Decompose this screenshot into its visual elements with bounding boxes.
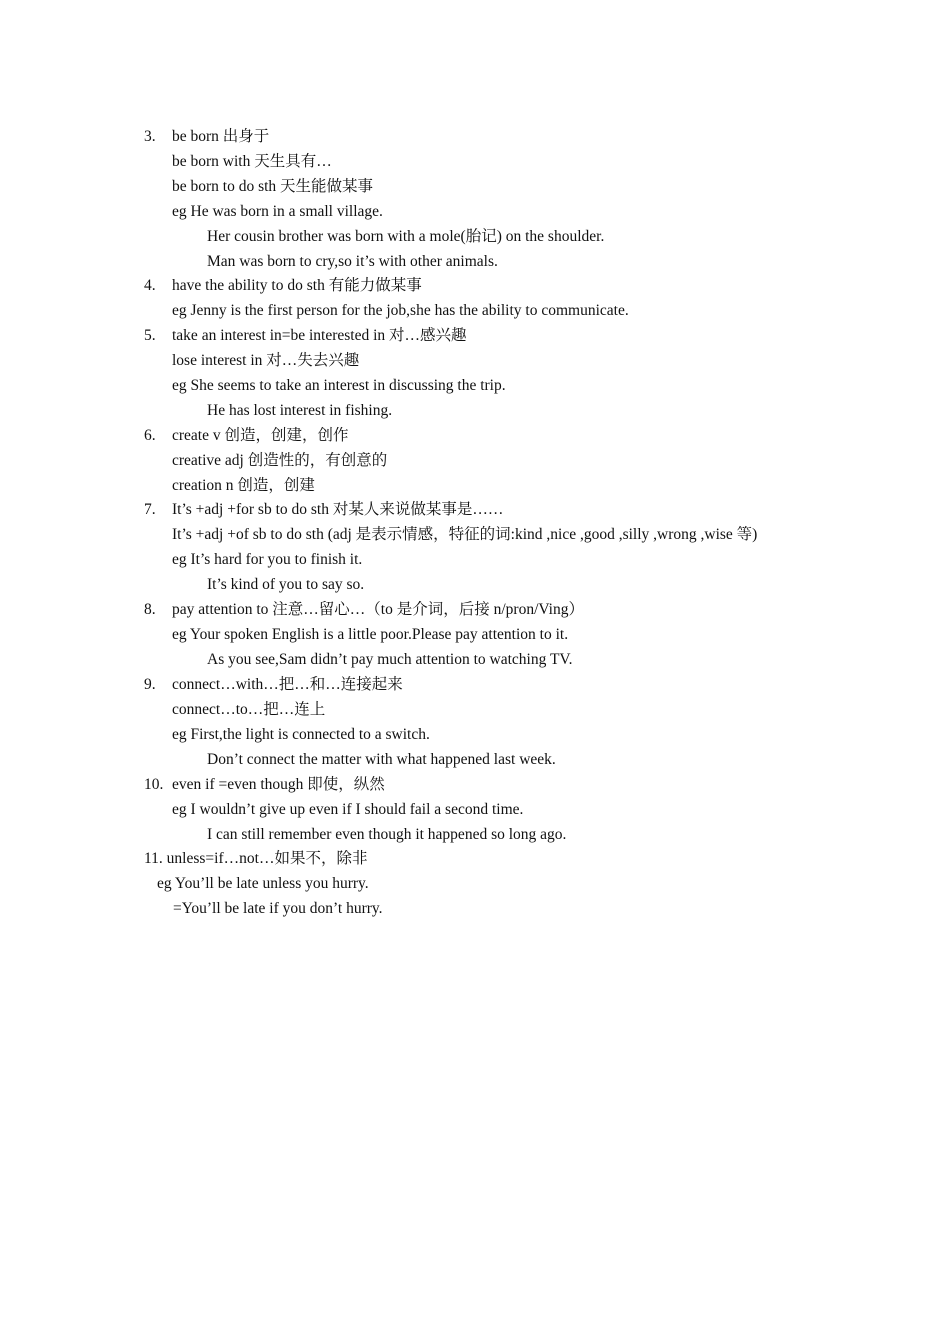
example-line: He has lost interest in fishing. [207,402,393,419]
example-line: As you see,Sam didn’t pay much attention to watching TV. [207,651,573,668]
example-line: eg I wouldn’t give up even if I should fail a second time. [172,801,524,818]
phrase-line: lose interest in 对…失去兴趣 [172,352,360,369]
phrase-line: creative adj 创造性的，有创意的 [172,452,388,469]
phrase-line: creation n 创造，创建 [172,477,315,494]
item-number: 7. [144,501,156,518]
example-line: It’s kind of you to say so. [207,576,365,593]
example-line: eg First,the light is connected to a switch. [172,726,430,743]
example-line: Her cousin brother was born with a mole(胎记) on the shoulder. [207,228,605,245]
item-number: 4. [144,277,156,294]
example-line: eg Jenny is the first person for the job,she has the ability to communicate. [172,302,629,319]
example-line: =You’ll be late if you don’t hurry. [173,900,383,917]
phrase-line: have the ability to do sth 有能力做某事 [172,277,422,294]
phrase-line: connect…to…把…连上 [172,701,326,718]
phrase-line: It’s +adj +for sb to do sth 对某人来说做某事是…… [172,501,504,518]
example-line: Don’t connect the matter with what happened last week. [207,751,556,768]
example-line: Man was born to cry,so it’s with other animals. [207,253,498,270]
example-line: eg She seems to take an interest in discussing the trip. [172,377,506,394]
phrase-line: even if =even though 即使，纵然 [172,776,385,793]
item-number: 5. [144,327,156,344]
phrase-line: take an interest in=be interested in 对…感兴趣 [172,327,467,344]
example-line: eg He was born in a small village. [172,203,383,220]
phrase-line: be born with 天生具有… [172,153,332,170]
example-line: eg You’ll be late unless you hurry. [157,875,369,892]
item-number: 6. [144,427,156,444]
phrase-line: create v 创造，创建，创作 [172,427,349,444]
example-line: eg Your spoken English is a little poor.Please pay attention to it. [172,626,569,643]
phrase-line: connect…with…把…和…连接起来 [172,676,403,693]
item-number: 10. [144,776,164,793]
phrase-line: It’s +adj +of sb to do sth (adj 是表示情感，特征的词:kind ,nice ,good ,silly ,wrong ,wise 等) [172,526,758,543]
item-number: 8. [144,601,156,618]
item-number: 3. [144,128,156,145]
phrase-line: be born to do sth 天生能做某事 [172,178,374,195]
example-line: I can still remember even though it happened so long ago. [207,826,567,843]
example-line: eg It’s hard for you to finish it. [172,551,363,568]
phrase-line: pay attention to 注意…留心…（to 是介词，后接 n/pron/Ving） [172,601,584,618]
phrase-line: be born 出身于 [172,128,270,145]
item-number: 9. [144,676,156,693]
phrase-line: 11. unless=if…not…如果不，除非 [144,850,368,867]
